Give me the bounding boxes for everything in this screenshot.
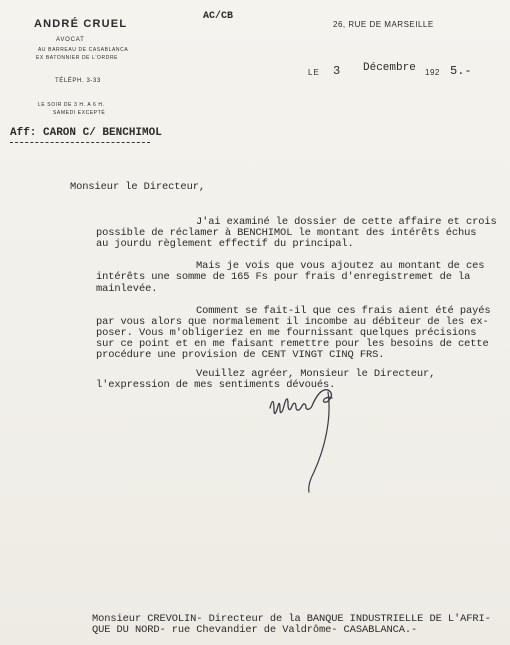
office-address: 26, RUE DE MARSEILLE bbox=[333, 20, 434, 29]
paragraph-3-line-5: procédure une provision de CENT VINGT CINQ FRS. bbox=[96, 349, 385, 361]
paragraph-1-line-3: au jourdu règlement effectif du principal. bbox=[96, 238, 354, 250]
date-year: 192 bbox=[425, 68, 440, 77]
paragraph-2-line-3: mainlevée. bbox=[96, 283, 158, 295]
letterhead-hours: LE SOIR DE 3 H. A 6 H. bbox=[38, 102, 105, 108]
paragraph-2-line-2: intérêts une somme de 165 Fs pour frais d'enregistremet de la bbox=[96, 271, 471, 283]
date-prefix: LE bbox=[308, 68, 320, 77]
affair-underline bbox=[10, 142, 150, 143]
letterhead-phone: TÉLÉPH. 3-33 bbox=[55, 78, 101, 84]
paragraph-1-line-1: J'ai examiné le dossier de cette affaire et crois bbox=[196, 216, 497, 228]
closing-line-2: l'expression de mes sentiments dévoués. bbox=[96, 379, 336, 391]
paragraph-3-line-4: sur ce point et en me faisant remettre pour les besoins de cette bbox=[96, 338, 489, 350]
letterhead-title: AVOCAT bbox=[56, 37, 85, 43]
letterhead-bar: AU BARREAU DE CASABLANCA bbox=[38, 47, 129, 53]
letterhead-former-batonnier: EX BATONNIER DE L'ORDRE bbox=[36, 55, 119, 61]
salutation: Monsieur le Directeur, bbox=[70, 181, 205, 193]
paragraph-3-line-1: Comment se fait-il que ces frais aient été payés bbox=[196, 305, 491, 317]
paragraph-3-line-3: poser. Vous m'obligeriez en me fournissant quelques précisions bbox=[96, 327, 477, 339]
closing-line-1: Veuillez agréer, Monsieur le Directeur, bbox=[196, 368, 436, 380]
paragraph-2-line-1: Mais je vois que vous ajoutez au montant de ces bbox=[196, 260, 485, 272]
date-month: Décembre bbox=[363, 62, 416, 74]
recipient-line-2: QUE DU NORD- rue Chevandier de Valdrôme- CASABLANCA.- bbox=[92, 624, 418, 636]
paragraph-1-line-2: possible de réclamer à BENCHIMOL le montant des intérêts échus bbox=[96, 227, 477, 239]
affair-reference: Aff: CARON C/ BENCHIMOL bbox=[10, 127, 162, 139]
letterhead-name: ANDRÉ CRUEL bbox=[34, 18, 128, 30]
date-year-digit: 5.- bbox=[450, 64, 472, 78]
letterhead-saturday: SAMEDI EXCEPTÉ bbox=[53, 110, 106, 116]
recipient-line-1: Monsieur CREVOLIN- Directeur de la BANQUE INDUSTRIELLE DE L'AFRI- bbox=[92, 613, 491, 625]
paragraph-3-line-2: par vous alors que normalement il incombe au débiteur de les ex- bbox=[96, 316, 489, 328]
date-day: 3 bbox=[333, 64, 341, 78]
reference: AC/CB bbox=[203, 11, 234, 22]
handwritten-signature bbox=[262, 380, 362, 500]
